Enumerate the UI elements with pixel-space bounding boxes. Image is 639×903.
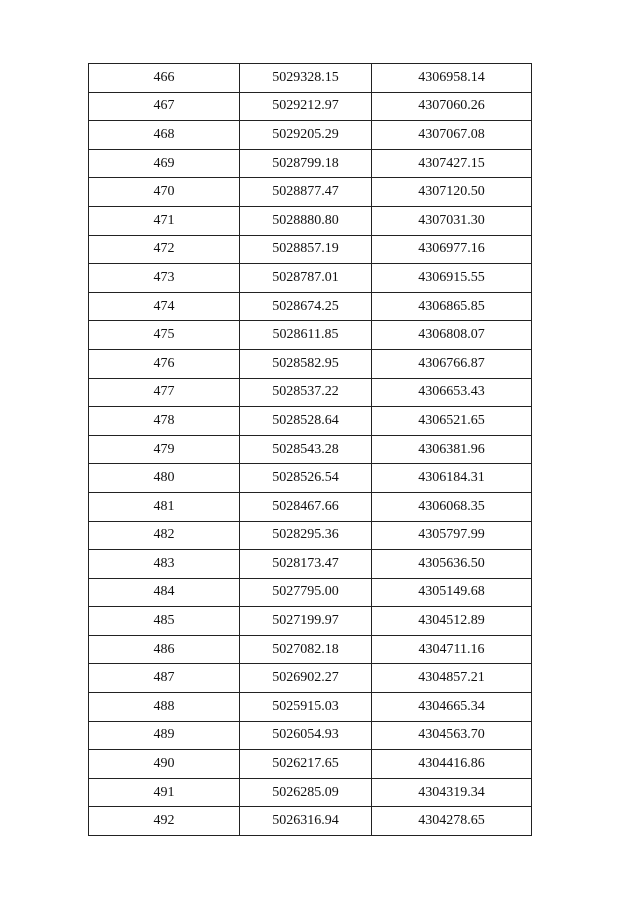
table-row — [89, 778, 532, 807]
table-row — [89, 492, 532, 521]
point-number-cell: 482 — [89, 521, 240, 550]
point-number-cell: 470 — [89, 178, 240, 207]
x-coordinate-cell: 5028526.54 — [240, 464, 372, 493]
point-number-cell: 478 — [89, 407, 240, 436]
table-row — [89, 121, 532, 150]
y-coordinate-cell: 4304416.86 — [372, 750, 532, 779]
x-coordinate-cell: 5026902.27 — [240, 664, 372, 693]
point-number-cell: 481 — [89, 492, 240, 521]
y-coordinate-cell: 4306915.55 — [372, 264, 532, 293]
x-coordinate-cell: 5029205.29 — [240, 121, 372, 150]
y-coordinate-cell: 4304563.70 — [372, 721, 532, 750]
table-row — [89, 321, 532, 350]
point-number-cell: 484 — [89, 578, 240, 607]
point-number-cell: 486 — [89, 635, 240, 664]
table-row — [89, 664, 532, 693]
table-row — [89, 378, 532, 407]
point-number-cell: 473 — [89, 264, 240, 293]
y-coordinate-cell: 4307060.26 — [372, 92, 532, 121]
point-number-cell: 466 — [89, 64, 240, 93]
y-coordinate-cell: 4304278.65 — [372, 807, 532, 836]
table-row — [89, 578, 532, 607]
point-number-cell: 492 — [89, 807, 240, 836]
x-coordinate-cell: 5028543.28 — [240, 435, 372, 464]
table-row — [89, 292, 532, 321]
table-row — [89, 407, 532, 436]
x-coordinate-cell: 5028880.80 — [240, 206, 372, 235]
y-coordinate-cell: 4304711.16 — [372, 635, 532, 664]
coordinate-table-body — [89, 64, 532, 836]
y-coordinate-cell: 4306184.31 — [372, 464, 532, 493]
table-row — [89, 607, 532, 636]
y-coordinate-cell: 4304665.34 — [372, 693, 532, 722]
point-number-cell: 468 — [89, 121, 240, 150]
y-coordinate-cell: 4306958.14 — [372, 64, 532, 93]
y-coordinate-cell: 4306068.35 — [372, 492, 532, 521]
point-number-cell: 467 — [89, 92, 240, 121]
table-row — [89, 807, 532, 836]
point-number-cell: 485 — [89, 607, 240, 636]
point-number-cell: 489 — [89, 721, 240, 750]
x-coordinate-cell: 5028173.47 — [240, 550, 372, 579]
table-row — [89, 750, 532, 779]
y-coordinate-cell: 4307031.30 — [372, 206, 532, 235]
point-number-cell: 480 — [89, 464, 240, 493]
table-row — [89, 206, 532, 235]
table-row — [89, 435, 532, 464]
y-coordinate-cell: 4307427.15 — [372, 149, 532, 178]
x-coordinate-cell: 5028857.19 — [240, 235, 372, 264]
y-coordinate-cell: 4307067.08 — [372, 121, 532, 150]
x-coordinate-cell: 5029212.97 — [240, 92, 372, 121]
point-number-cell: 476 — [89, 349, 240, 378]
x-coordinate-cell: 5027082.18 — [240, 635, 372, 664]
table-row — [89, 264, 532, 293]
y-coordinate-cell: 4304857.21 — [372, 664, 532, 693]
point-number-cell: 472 — [89, 235, 240, 264]
table-row — [89, 92, 532, 121]
coordinate-table — [88, 63, 532, 836]
point-number-cell: 469 — [89, 149, 240, 178]
x-coordinate-cell: 5025915.03 — [240, 693, 372, 722]
x-coordinate-cell: 5028528.64 — [240, 407, 372, 436]
table-row — [89, 464, 532, 493]
x-coordinate-cell: 5028295.36 — [240, 521, 372, 550]
point-number-cell: 491 — [89, 778, 240, 807]
y-coordinate-cell: 4306653.43 — [372, 378, 532, 407]
x-coordinate-cell: 5028787.01 — [240, 264, 372, 293]
x-coordinate-cell: 5026316.94 — [240, 807, 372, 836]
table-row — [89, 721, 532, 750]
x-coordinate-cell: 5027795.00 — [240, 578, 372, 607]
y-coordinate-cell: 4307120.50 — [372, 178, 532, 207]
y-coordinate-cell: 4306865.85 — [372, 292, 532, 321]
x-coordinate-cell: 5026285.09 — [240, 778, 372, 807]
table-row — [89, 693, 532, 722]
x-coordinate-cell: 5029328.15 — [240, 64, 372, 93]
y-coordinate-cell: 4306766.87 — [372, 349, 532, 378]
point-number-cell: 471 — [89, 206, 240, 235]
x-coordinate-cell: 5027199.97 — [240, 607, 372, 636]
table-row — [89, 235, 532, 264]
y-coordinate-cell: 4304512.89 — [372, 607, 532, 636]
point-number-cell: 490 — [89, 750, 240, 779]
x-coordinate-cell: 5026054.93 — [240, 721, 372, 750]
y-coordinate-cell: 4306808.07 — [372, 321, 532, 350]
y-coordinate-cell: 4306521.65 — [372, 407, 532, 436]
x-coordinate-cell: 5028582.95 — [240, 349, 372, 378]
y-coordinate-cell: 4305149.68 — [372, 578, 532, 607]
table-row — [89, 64, 532, 93]
y-coordinate-cell: 4305797.99 — [372, 521, 532, 550]
table-row — [89, 178, 532, 207]
point-number-cell: 488 — [89, 693, 240, 722]
point-number-cell: 475 — [89, 321, 240, 350]
table-row — [89, 635, 532, 664]
table-row — [89, 349, 532, 378]
table-row — [89, 149, 532, 178]
point-number-cell: 479 — [89, 435, 240, 464]
x-coordinate-cell: 5028611.85 — [240, 321, 372, 350]
x-coordinate-cell: 5028799.18 — [240, 149, 372, 178]
y-coordinate-cell: 4305636.50 — [372, 550, 532, 579]
point-number-cell: 474 — [89, 292, 240, 321]
x-coordinate-cell: 5026217.65 — [240, 750, 372, 779]
x-coordinate-cell: 5028674.25 — [240, 292, 372, 321]
table-row — [89, 521, 532, 550]
x-coordinate-cell: 5028537.22 — [240, 378, 372, 407]
point-number-cell: 477 — [89, 378, 240, 407]
point-number-cell: 487 — [89, 664, 240, 693]
y-coordinate-cell: 4306977.16 — [372, 235, 532, 264]
x-coordinate-cell: 5028877.47 — [240, 178, 372, 207]
y-coordinate-cell: 4306381.96 — [372, 435, 532, 464]
x-coordinate-cell: 5028467.66 — [240, 492, 372, 521]
table-row — [89, 550, 532, 579]
y-coordinate-cell: 4304319.34 — [372, 778, 532, 807]
point-number-cell: 483 — [89, 550, 240, 579]
